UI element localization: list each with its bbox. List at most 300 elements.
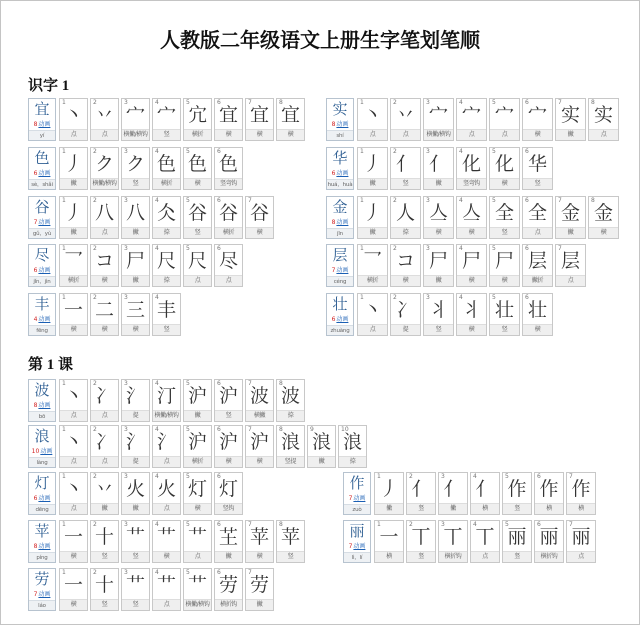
stroke-name: 撇 (246, 599, 273, 610)
animation-link[interactable]: 动画 (336, 170, 349, 177)
character-cell (28, 379, 56, 422)
character-glyph: 丽 (349, 522, 365, 540)
stroke-number: 6 (217, 426, 221, 433)
stroke-glyph: 亻 (411, 478, 431, 500)
stroke-cell (390, 147, 421, 190)
stroke-number: 2 (93, 426, 97, 433)
stroke-glyph: 层 (560, 250, 580, 272)
stroke-number: 4 (155, 99, 159, 106)
stroke-name: 横折 (184, 129, 211, 140)
stroke-name: 横 (246, 129, 273, 140)
stroke-name: 竖 (153, 129, 180, 140)
stroke-glyph: 丷 (94, 478, 114, 500)
character-row (343, 520, 596, 563)
stroke-name: 竖 (503, 551, 531, 562)
stroke-glyph: 冫 (395, 299, 415, 321)
stroke-glyph: 丶 (63, 385, 83, 407)
character-cell (28, 568, 56, 611)
stroke-number: 5 (186, 426, 190, 433)
stroke-number: 1 (62, 473, 66, 480)
stroke-cell (245, 196, 274, 239)
character-row (28, 98, 305, 141)
character-cell (28, 98, 56, 141)
stroke-cell (588, 98, 619, 141)
stroke-number: 6 (525, 294, 529, 301)
stroke-glyph: 浪 (342, 431, 362, 453)
stroke-number: 5 (186, 148, 190, 155)
stroke-number: 7 (248, 197, 252, 204)
stroke-cell (456, 244, 487, 287)
stroke-glyph: 十 (94, 526, 114, 548)
stroke-cell (90, 244, 119, 287)
stroke-cell (555, 98, 586, 141)
pinyin: dēng (29, 504, 55, 514)
stroke-number: 3 (124, 294, 128, 301)
stroke-glyph: 宀 (156, 104, 176, 126)
stroke-cell (152, 147, 181, 190)
stroke-glyph: 一 (63, 299, 83, 321)
stroke-name: 横 (523, 129, 552, 140)
stroke-number: 8 (279, 426, 283, 433)
stroke-count-line (29, 494, 55, 504)
stroke-count-line (29, 218, 55, 228)
stroke-glyph: 沪 (187, 385, 207, 407)
stroke-glyph: 谷 (187, 202, 207, 224)
stroke-name: 横 (277, 129, 304, 140)
character-glyph: 华 (332, 149, 348, 167)
stroke-glyph: 丽 (571, 526, 591, 548)
stroke-name: 竖 (523, 178, 552, 189)
stroke-number: 2 (409, 473, 413, 480)
animation-link[interactable]: 动画 (38, 267, 51, 274)
stroke-name: 竖 (503, 503, 531, 514)
stroke-glyph: 宀 (461, 104, 481, 126)
stroke-glyph: 尺 (187, 250, 207, 272)
stroke-glyph: 丶 (63, 104, 83, 126)
stroke-cell (214, 379, 243, 422)
stroke-name: 竖 (122, 599, 149, 610)
stroke-glyph: 波 (249, 385, 269, 407)
stroke-number: 5 (492, 148, 496, 155)
stroke-glyph: 化 (494, 153, 514, 175)
stroke-number: 9 (310, 426, 314, 433)
stroke-number: 1 (360, 245, 364, 252)
animation-link[interactable]: 动画 (353, 495, 366, 502)
stroke-cell (423, 98, 454, 141)
stroke-number: 3 (426, 245, 430, 252)
stroke-glyph: 金 (593, 202, 613, 224)
stroke-cell (406, 472, 436, 515)
stroke-glyph: 亻 (475, 478, 495, 500)
character-row (343, 472, 596, 515)
stroke-cell (534, 520, 564, 563)
stroke-glyph: 浪 (311, 431, 331, 453)
stroke-name: 横 (375, 551, 403, 562)
stroke-cell (59, 472, 88, 515)
stroke-cell (489, 293, 520, 336)
stroke-name: 竖 (91, 551, 118, 562)
stroke-name: 撇 (424, 178, 453, 189)
stroke-cell (90, 379, 119, 422)
stroke-glyph: ク (125, 153, 145, 175)
stroke-name: 横 (490, 275, 519, 286)
stroke-cell (470, 520, 500, 563)
character-cell (28, 196, 56, 239)
stroke-number: 3 (426, 99, 430, 106)
pinyin: shí (327, 130, 353, 140)
stroke-cell (390, 293, 421, 336)
character-row (28, 147, 243, 190)
stroke-cell (90, 472, 119, 515)
character-glyph: 丰 (34, 295, 50, 313)
stroke-cell (489, 98, 520, 141)
stroke-number: 2 (93, 380, 97, 387)
stroke-cell (152, 244, 181, 287)
stroke-number: 6 (217, 197, 221, 204)
animation-link[interactable]: 动画 (38, 402, 51, 409)
character-row (28, 293, 181, 336)
animation-link[interactable]: 动画 (336, 121, 349, 128)
stroke-glyph: 金 (560, 202, 580, 224)
stroke-number: 8 (279, 380, 283, 387)
stroke-count: 10 (31, 448, 40, 455)
stroke-cell (152, 293, 181, 336)
stroke-number: 8 (279, 99, 283, 106)
stroke-cell (90, 568, 119, 611)
stroke-glyph: 宂 (187, 104, 207, 126)
stroke-cell (183, 379, 212, 422)
stroke-name: 点 (567, 551, 595, 562)
stroke-name: 竖 (153, 324, 180, 335)
stroke-cell (183, 425, 212, 468)
stroke-glyph: 壮 (527, 299, 547, 321)
animation-link[interactable]: 动画 (38, 543, 51, 550)
pinyin: lì，lí (344, 552, 370, 562)
stroke-count-line (327, 120, 353, 130)
stroke-cell (183, 98, 212, 141)
stroke-cell (214, 196, 243, 239)
animation-link[interactable]: 动画 (38, 219, 51, 226)
pinyin: píng (29, 552, 55, 562)
stroke-number: 6 (217, 473, 221, 480)
stroke-glyph: 丿 (379, 478, 399, 500)
stroke-cell (489, 244, 520, 287)
stroke-number: 2 (409, 521, 413, 528)
stroke-name: 捺 (339, 456, 366, 467)
stroke-cell (121, 244, 150, 287)
stroke-count-line (29, 120, 55, 130)
stroke-count: 8 (33, 402, 38, 409)
stroke-glyph: 劳 (218, 574, 238, 596)
stroke-name: 竖 (215, 410, 242, 421)
animation-link[interactable]: 动画 (38, 495, 51, 502)
stroke-count: 6 (33, 495, 38, 502)
pinyin: jīn (327, 228, 353, 238)
stroke-glyph: 艹 (156, 574, 176, 596)
stroke-name: 横折 (358, 275, 387, 286)
stroke-number: 1 (62, 521, 66, 528)
stroke-number: 4 (155, 473, 159, 480)
stroke-glyph: 亻 (428, 153, 448, 175)
stroke-number: 2 (93, 245, 97, 252)
stroke-name: 竖 (277, 551, 304, 562)
stroke-name: 点 (91, 129, 118, 140)
stroke-number: 3 (124, 473, 128, 480)
stroke-name: 撇 (556, 129, 585, 140)
stroke-glyph: 八 (94, 202, 114, 224)
stroke-glyph: 丷 (395, 104, 415, 126)
stroke-name: 点 (91, 227, 118, 238)
stroke-cell (502, 472, 532, 515)
stroke-number: 1 (62, 197, 66, 204)
character-glyph: 色 (34, 149, 50, 167)
stroke-number: 5 (492, 197, 496, 204)
pinyin: fēng (29, 325, 55, 335)
stroke-name: 横 (457, 227, 486, 238)
stroke-count: 7 (348, 543, 353, 550)
stroke-name: 横 (471, 503, 499, 514)
stroke-glyph: 丽 (539, 526, 559, 548)
stroke-cell (566, 520, 596, 563)
animation-link[interactable]: 动画 (38, 591, 51, 598)
stroke-cell (90, 147, 119, 190)
stroke-glyph: 丶 (63, 431, 83, 453)
stroke-number: 1 (62, 148, 66, 155)
stroke-name: 点 (358, 324, 387, 335)
stroke-glyph: 艹 (125, 526, 145, 548)
stroke-name: 点 (358, 129, 387, 140)
stroke-count: 8 (331, 121, 336, 128)
stroke-cell (276, 425, 305, 468)
stroke-number: 2 (93, 148, 97, 155)
stroke-name: 横 (246, 456, 273, 467)
stroke-count-line (29, 169, 55, 179)
character-cell (28, 147, 56, 190)
stroke-name: 横 (391, 275, 420, 286)
animation-link[interactable]: 动画 (336, 316, 349, 323)
stroke-name: 横折 (215, 227, 242, 238)
character-cell (28, 425, 56, 468)
stroke-cell (59, 425, 88, 468)
stroke-name: 横 (184, 178, 211, 189)
stroke-glyph: 氵 (125, 385, 145, 407)
animation-link[interactable]: 动画 (38, 316, 51, 323)
stroke-cell (183, 196, 212, 239)
stroke-name: 横撇/横钩 (92, 180, 117, 187)
stroke-cell (245, 379, 274, 422)
character-cell (28, 520, 56, 563)
stroke-glyph: 实 (560, 104, 580, 126)
stroke-number: 3 (441, 521, 445, 528)
stroke-name: 横 (91, 275, 118, 286)
character-cell (28, 472, 56, 515)
stroke-number: 1 (377, 473, 381, 480)
character-cell (28, 293, 56, 336)
stroke-cell (374, 520, 404, 563)
stroke-count: 7 (331, 267, 336, 274)
stroke-cell (522, 196, 553, 239)
stroke-glyph: 丷 (94, 104, 114, 126)
character-glyph: 波 (34, 381, 50, 399)
stroke-name: 点 (91, 456, 118, 467)
stroke-number: 6 (525, 245, 529, 252)
stroke-count: 7 (33, 219, 38, 226)
stroke-number: 1 (62, 245, 66, 252)
stroke-cell (152, 520, 181, 563)
stroke-glyph: 人 (395, 202, 415, 224)
stroke-number: 5 (186, 99, 190, 106)
stroke-cell (121, 425, 150, 468)
stroke-glyph: 丶 (362, 299, 382, 321)
stroke-name: 横 (60, 551, 87, 562)
stroke-number: 4 (155, 521, 159, 528)
stroke-number: 3 (124, 521, 128, 528)
stroke-glyph: 八 (125, 202, 145, 224)
stroke-name: 竖 (122, 551, 149, 562)
stroke-name: 撇 (358, 178, 387, 189)
character-row (326, 147, 553, 190)
stroke-name: 竖 (91, 599, 118, 610)
stroke-glyph: 丬 (461, 299, 481, 321)
stroke-glyph: 华 (527, 153, 547, 175)
stroke-cell (59, 568, 88, 611)
stroke-number: 3 (124, 569, 128, 576)
stroke-glyph: 沪 (249, 431, 269, 453)
stroke-number: 3 (426, 148, 430, 155)
pinyin: láo (29, 600, 55, 610)
character-glyph: 劳 (34, 570, 50, 588)
stroke-number: 1 (360, 148, 364, 155)
stroke-name: 横撇/横钩 (123, 131, 148, 138)
stroke-name: 横 (424, 227, 453, 238)
stroke-cell (438, 520, 468, 563)
stroke-cell (276, 379, 305, 422)
stroke-cell (438, 472, 468, 515)
stroke-number: 4 (155, 569, 159, 576)
stroke-cell (423, 147, 454, 190)
stroke-count: 8 (33, 121, 38, 128)
stroke-cell (522, 147, 553, 190)
stroke-name: 横 (457, 275, 486, 286)
stroke-glyph: 丿 (63, 202, 83, 224)
stroke-count-line (29, 542, 55, 552)
stroke-glyph: 一 (63, 526, 83, 548)
stroke-number: 7 (558, 99, 562, 106)
stroke-name: 点 (60, 410, 87, 421)
stroke-name: 点 (391, 129, 420, 140)
character-row (326, 98, 619, 141)
stroke-name: 点 (215, 275, 242, 286)
stroke-cell (588, 196, 619, 239)
character-row (28, 196, 274, 239)
stroke-number: 7 (248, 426, 252, 433)
stroke-name: 点 (153, 503, 180, 514)
stroke-count: 8 (331, 219, 336, 226)
animation-link[interactable]: 动画 (40, 448, 53, 455)
stroke-name: 撇折 (523, 275, 552, 286)
stroke-number: 5 (505, 473, 509, 480)
stroke-name: 竖 (490, 227, 519, 238)
stroke-number: 1 (62, 380, 66, 387)
pinyin: zuò (344, 504, 370, 514)
character-glyph: 作 (349, 474, 365, 492)
stroke-cell (489, 196, 520, 239)
pinyin: yí (29, 130, 55, 140)
stroke-cell (214, 520, 243, 563)
character-cell (326, 98, 354, 141)
stroke-number: 3 (124, 245, 128, 252)
stroke-name: 点 (589, 129, 618, 140)
animation-link[interactable]: 动画 (38, 170, 51, 177)
animation-link[interactable]: 动画 (353, 543, 366, 550)
stroke-name: 捺 (153, 227, 180, 238)
stroke-number: 1 (360, 99, 364, 106)
stroke-cell (522, 98, 553, 141)
stroke-number: 2 (393, 245, 397, 252)
stroke-count: 4 (33, 316, 38, 323)
stroke-glyph: 丿 (63, 153, 83, 175)
stroke-count-line (29, 590, 55, 600)
stroke-name: 捺 (153, 275, 180, 286)
stroke-cell (59, 293, 88, 336)
stroke-glyph: 丰 (156, 299, 176, 321)
stroke-glyph: 丬 (428, 299, 448, 321)
stroke-name: 竖 (122, 178, 149, 189)
stroke-number: 1 (377, 521, 381, 528)
stroke-name: 撇 (184, 410, 211, 421)
stroke-name: 竖提 (277, 456, 304, 467)
stroke-glyph: 苹 (249, 526, 269, 548)
character-glyph: 金 (332, 198, 348, 216)
stroke-number: 3 (124, 99, 128, 106)
stroke-cell (357, 196, 388, 239)
stroke-number: 7 (248, 569, 252, 576)
character-glyph: 灯 (34, 474, 50, 492)
stroke-count-line (344, 494, 370, 504)
stroke-glyph: 亼 (428, 202, 448, 224)
stroke-glyph: 丶 (362, 104, 382, 126)
stroke-count-line (29, 401, 55, 411)
stroke-glyph: 苹 (280, 526, 300, 548)
stroke-number: 7 (569, 473, 573, 480)
stroke-glyph: 丿 (362, 153, 382, 175)
stroke-cell (183, 520, 212, 563)
stroke-glyph: 劳 (249, 574, 269, 596)
animation-link[interactable]: 动画 (336, 267, 349, 274)
stroke-number: 6 (217, 380, 221, 387)
character-row (326, 244, 586, 287)
stroke-number: 4 (155, 294, 159, 301)
stroke-cell (534, 472, 564, 515)
stroke-glyph: 灯 (218, 478, 238, 500)
stroke-number: 4 (155, 197, 159, 204)
animation-link[interactable]: 动画 (336, 219, 349, 226)
stroke-name: 撇 (358, 227, 387, 238)
pinyin: làng (29, 457, 55, 467)
stroke-count: 8 (33, 543, 38, 550)
stroke-glyph: 乛 (63, 250, 83, 272)
stroke-name: 横撇/横钩 (185, 601, 210, 608)
stroke-name: 撇 (60, 178, 87, 189)
pinyin: bō (29, 411, 55, 421)
stroke-name: 横折钩 (535, 551, 563, 562)
stroke-name: 竖弯钩 (215, 178, 242, 189)
stroke-cell (90, 520, 119, 563)
animation-link[interactable]: 动画 (38, 121, 51, 128)
stroke-number: 2 (393, 197, 397, 204)
stroke-glyph: 谷 (218, 202, 238, 224)
stroke-number: 2 (93, 569, 97, 576)
